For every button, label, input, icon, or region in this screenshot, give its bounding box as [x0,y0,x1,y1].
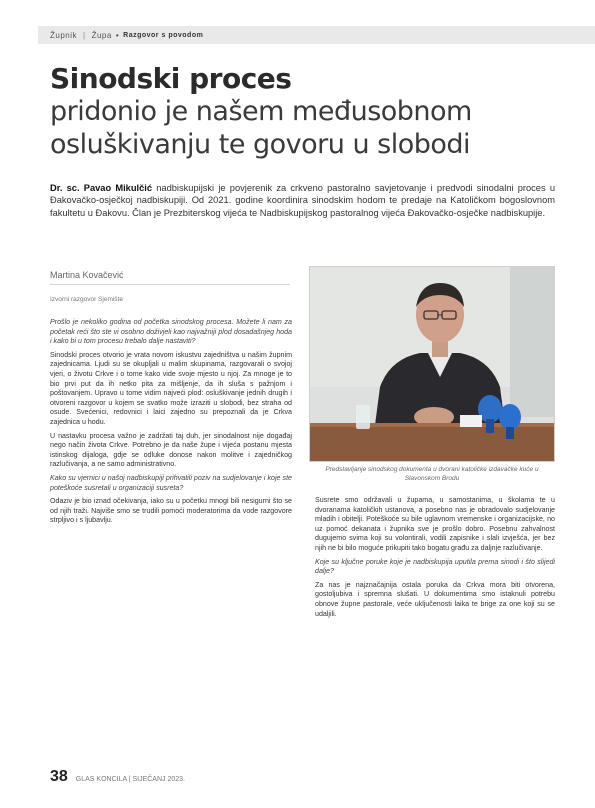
breadcrumb-separator: | [83,30,86,40]
article-headline [50,62,570,161]
breadcrumb-parish: Župa [91,30,112,40]
section-label: Razgovor s povodom [123,31,204,39]
article-lead [50,182,555,219]
publication-info: GLAS KONCILA | SIJEČANJ 2023. [75,776,185,783]
priest-at-press-conference-image [310,267,555,462]
answer-paragraph: Odaziv je bio iznad očekivanja, iako su u početku mnogi bili nesigurni što se od njih traži. Najviše smo se trudili pomoći moderatorima da vode razgovore strpljivo i s ljubavlju. [50,497,292,525]
author-name: Martina Kovačević [50,270,124,280]
breadcrumb-parish-priest: Župnik [50,30,78,40]
question-paragraph: Koje su ključne poruke koje je nadbiskupija uputila prema sinodi i što slijedi dalje? [315,557,555,576]
answer-paragraph: Sinodski proces otvorio je vrata novom iskustvu zajedništva u našim župnim zajednicama. Ljudi su se okupljali u malim skupinama, razgovarali o svojoj vjeri, o životu Crkve i o tome kako vide svoje mjesto u njoj. Za mnoge je to bio prvi put da ih netko pita za mišljenje, da ih sluša s pažnjom i poštovanjem. Upravo u tome vidim najveći plod: osluškivanje jednih drugih i otvoreni razgovor u kojem se svatko može izraziti u slobodi, bez straha od osude. Svećenici, redovnici i laici zajedno su prepoznali da je Crkva zajednica u hodu. [50,350,292,426]
headline-line-3: osluškivanju te govoru u slobodi [50,129,471,160]
question-paragraph: Kako su vjernici u našoj nadbiskupiji prihvatili poziv na sudjelovanje i koje ste poteškoće susretali u organizaciji susreta? [50,473,292,492]
interview-photo [309,266,555,462]
article-column-right [315,496,555,623]
answer-paragraph: Za nas je najznačajnija ostala poruka da Crkva mora biti otvorena, gostoljubiva i spremna slušati. U dokumentima smo istaknuli potrebu obnove župne pastorale, veće uključenosti laika te brige za one koji su se udaljili. [315,580,555,618]
author-divider [50,284,290,285]
headline-line-2: pridonio je našem međusobnom [50,96,472,127]
answer-paragraph: U nastavku procesa važno je zadržati taj duh, jer sinodalnost nije događaj nego način života Crkve. Potrebno je da naše župe i vijeća postanu mjesta istinskog dijaloga, gdje se odluke donose nakon molitve i zajedničkog razlučivanja, a ne samo administrativno. [50,431,292,469]
answer-paragraph: Susrete smo održavali u župama, u samostanima, u školama te u dvoranama katoličkih ustanova, a posebno nas je obradovalo sudjelovanje mladih i obitelji. Poteškoće su bile uglavnom vremenske i organizacijske, no uz pomoć dekanata i župnika sve je prošlo dobro. Posebnu zahvalnost dugujemo svima koji su volontirali, vodili zapisnike i slali izvješća, jer bez njih ne bi bilo moguće prikupiti tako bogatu građu za daljnje razlučivanje. [315,496,555,552]
bullet-icon: • [115,30,120,40]
page-number: 38 [50,768,68,785]
headline-line-1: Sinodski proces [50,62,292,95]
article-column-left [50,318,292,530]
section-header-bar [38,26,595,44]
question-paragraph: Prošlo je nekoliko godina od početka sinodskog procesa. Možete li nam za početak reći što ste vi osobno doživjeli kao najvažniji plod dosadašnjeg hoda i kako bi u tom procesu trebalo dalje nastaviti? [50,318,292,346]
lead-text: nadbiskupijski je povjerenik za crkveno pastoralno savjetovanje i predvodi sinodalni proces u Đakovačko-osječkoj nadbiskupiji. Od 2021. godine koordinira sinodskim hodom te predaje na Katoličkom bogoslovnom fakultetu u Đakovu. Član je Prezbiterskog vijeća te Nadbiskupijskog pastoralnog vijeća Đakovačko-osječke nadbiskupije. [50,183,555,218]
lead-person-name: Dr. sc. Pavao Mikulčić [50,183,153,193]
interview-source-label: Izvorni razgovor Sjemište [50,296,123,303]
page-footer [50,768,185,786]
photo-caption: Predstavljanje sinodskog dokumenta u dvorani katoličke izdavačke kuće u Slavonskom Brodu [325,466,539,482]
